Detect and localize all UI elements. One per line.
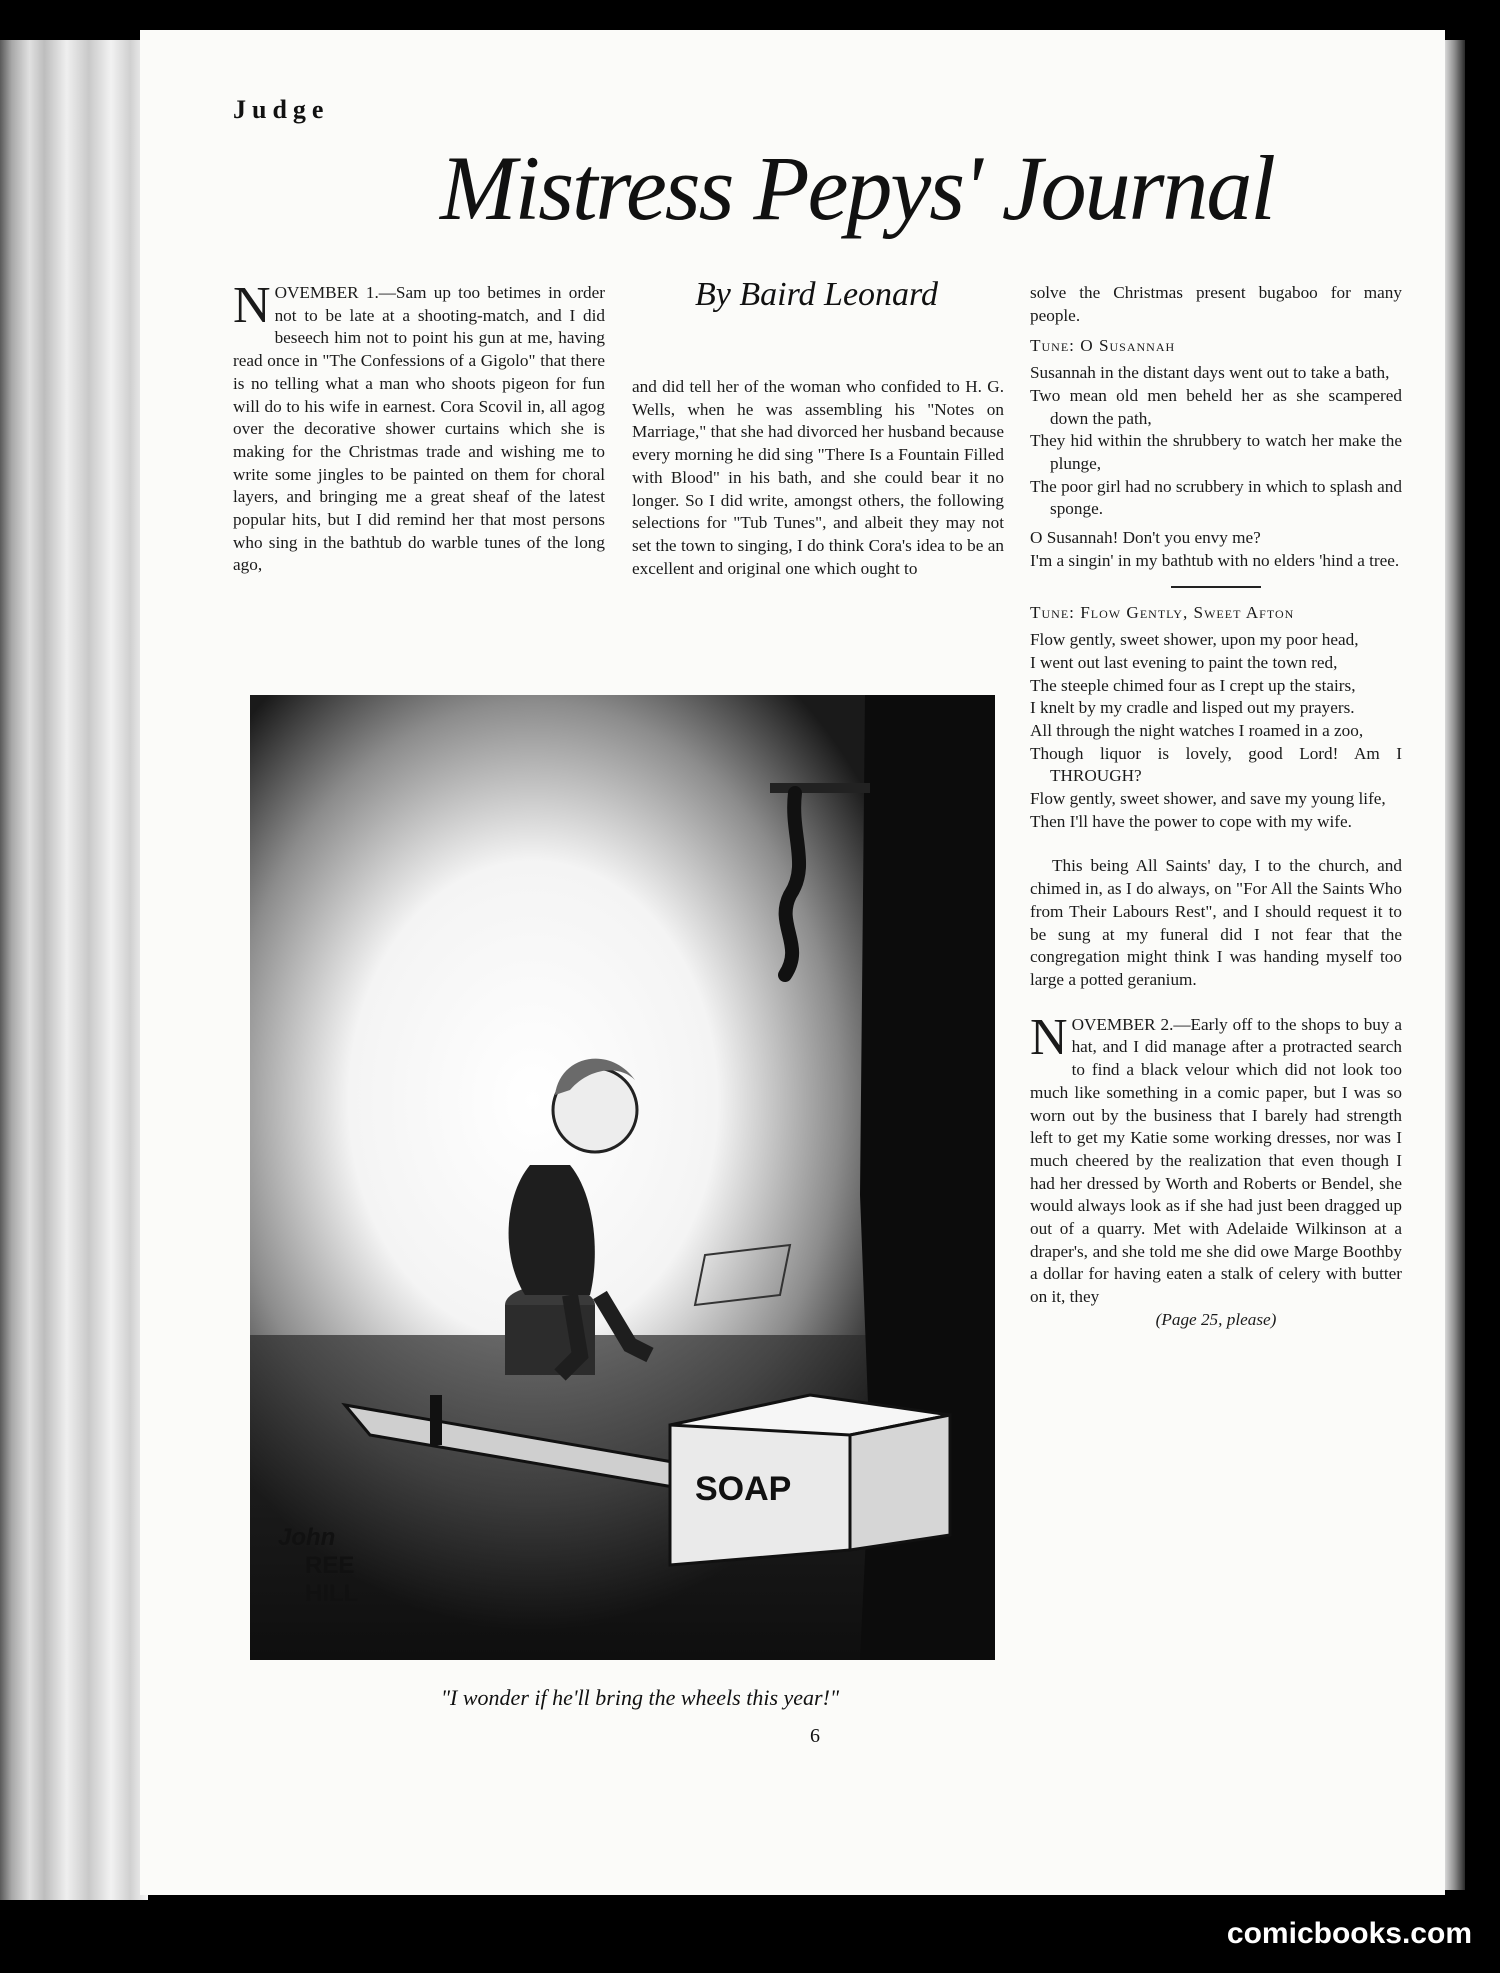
verse-line: All through the night watches I roamed in a zoo, [1030, 720, 1364, 740]
cartoon-caption: "I wonder if he'll bring the wheels this year!" [440, 1685, 840, 1710]
tune-1-verse [1030, 362, 1402, 521]
column-3-intro: solve the Christmas present bugaboo for many people. [1030, 283, 1402, 325]
page-right-edge [1445, 40, 1465, 1890]
byline: By Baird Leonard [695, 276, 939, 313]
tune-1-chorus [1030, 527, 1402, 572]
drop-cap: N [1030, 1008, 1068, 1066]
column-3 [1030, 282, 1402, 1332]
verse-line: Flow gently, sweet shower, upon my poor head, [1030, 630, 1359, 650]
boy-body [509, 1165, 595, 1295]
chorus-line: I'm a singin' in my bathtub with no elders 'hind a tree. [1030, 550, 1400, 570]
drop-cap: N [233, 277, 271, 334]
divider-rule [1171, 586, 1261, 588]
nov1-text: OVEMBER 1.—Sam up too betimes in order not to be late at a shooting-match, and I did beseech him not to point his gun at me, having read once in "The Confessions of a Gigolo" that there is no telling what a man who shoots pigeon for fun will do to his wife in earnest. Cora Scovil in, all agog over the decorative shower curtains which she is making for the Christmas trade and wishing me to write some jingles to be painted on them for choral layers, and bringing me a great sheaf of the latest popular hits, but I did remind her that most persons who sing in the bathtub do warble tunes of the long ago, [233, 283, 605, 575]
soap-label: SOAP [695, 1470, 792, 1508]
magazine-page [140, 30, 1445, 1895]
book-spine-edge [0, 40, 148, 1900]
verse-line: Two mean old men beheld her as she scampered down the path, [1030, 385, 1402, 428]
scooter-post [430, 1395, 442, 1445]
verse-line: The steeple chimed four as I crept up the stairs, [1030, 675, 1356, 695]
chorus-line: O Susannah! Don't you envy me? [1030, 528, 1261, 548]
column-2-text: and did tell her of the woman who confided to H. G. Wells, when he was assembling his "Notes on Marriage," that she had divorced her husband because every morning he did sing "There Is a Fountain Filled with Blood" in his bath, and she could bear it no longer. So I did write, amongst others, the following selections for "Tub Tunes", and albeit they may not set the town to singing, I do think Cora's idea to be an excellent and original one which ought to [632, 377, 1004, 578]
tune-1-title: Tune: O Susannah [1030, 336, 1176, 356]
artist-signature-line: REE [305, 1552, 355, 1579]
verse-line: They hid within the shrubbery to watch her make the plunge, [1030, 431, 1402, 473]
all-saints-paragraph: This being All Saints' day, I to the church, and chimed in, as I do always, on "For All the Saints Who from Their Labours Rest", and I should request it to be sung at my funeral did I not fear that the congregation might think I was handing myself too large a potted geranium. [1030, 856, 1402, 989]
wall-hook-bar [770, 783, 870, 793]
artist-signature-line: John [278, 1524, 336, 1551]
column-2 [632, 376, 1004, 580]
artist-signature-line: HILL [305, 1580, 359, 1607]
continued-note: (Page 25, please) [1155, 1309, 1277, 1329]
soap-box-side [850, 1415, 950, 1550]
verse-line: Susannah in the distant days went out to take a bath, [1030, 363, 1390, 383]
watermark: comicbooks.com [1226, 1917, 1472, 1950]
column-1 [233, 277, 605, 577]
verse-line: I went out last evening to paint the town red, [1030, 652, 1338, 672]
nov2-text: OVEMBER 2.—Early off to the shops to buy a hat, and I did manage after a protracted search to find a black velour which did not look too much like something in a comic paper, but I was so worn out by the business that I barely had strength left to get my Katie some working dresses, nor was I much cheered by the realization that even though I had her dressed by Worth and Roberts or Bendel, she would always look as if she had just been dragged up out of a quarry. Met with Adelaide Wilkinson at a draper's, and she told me she did owe Marge Boothby a dollar for having eaten a stalk of celery with butter on it, they [1030, 1014, 1402, 1307]
article-title: Mistress Pepys' Journal [440, 137, 1274, 239]
verse-line: I knelt by my cradle and lisped out my prayers. [1030, 698, 1355, 718]
tune-2-title: Tune: Flow Gently, Sweet Afton [1030, 603, 1295, 623]
nov2-paragraph [1030, 1008, 1402, 1309]
verse-line: The poor girl had no scrubbery in which to splash and sponge. [1030, 476, 1402, 519]
verse-line: Then I'll have the power to cope with my wife. [1030, 811, 1352, 831]
cartoon-illustration [250, 695, 995, 1660]
verse-line: Though liquor is lovely, good Lord! Am I THROUGH? [1030, 743, 1402, 786]
magazine-name: Judge [233, 95, 330, 124]
page-number: 6 [810, 1725, 820, 1747]
verse-line: Flow gently, sweet shower, and save my young life, [1030, 789, 1386, 809]
tune-2-verse [1030, 629, 1402, 833]
